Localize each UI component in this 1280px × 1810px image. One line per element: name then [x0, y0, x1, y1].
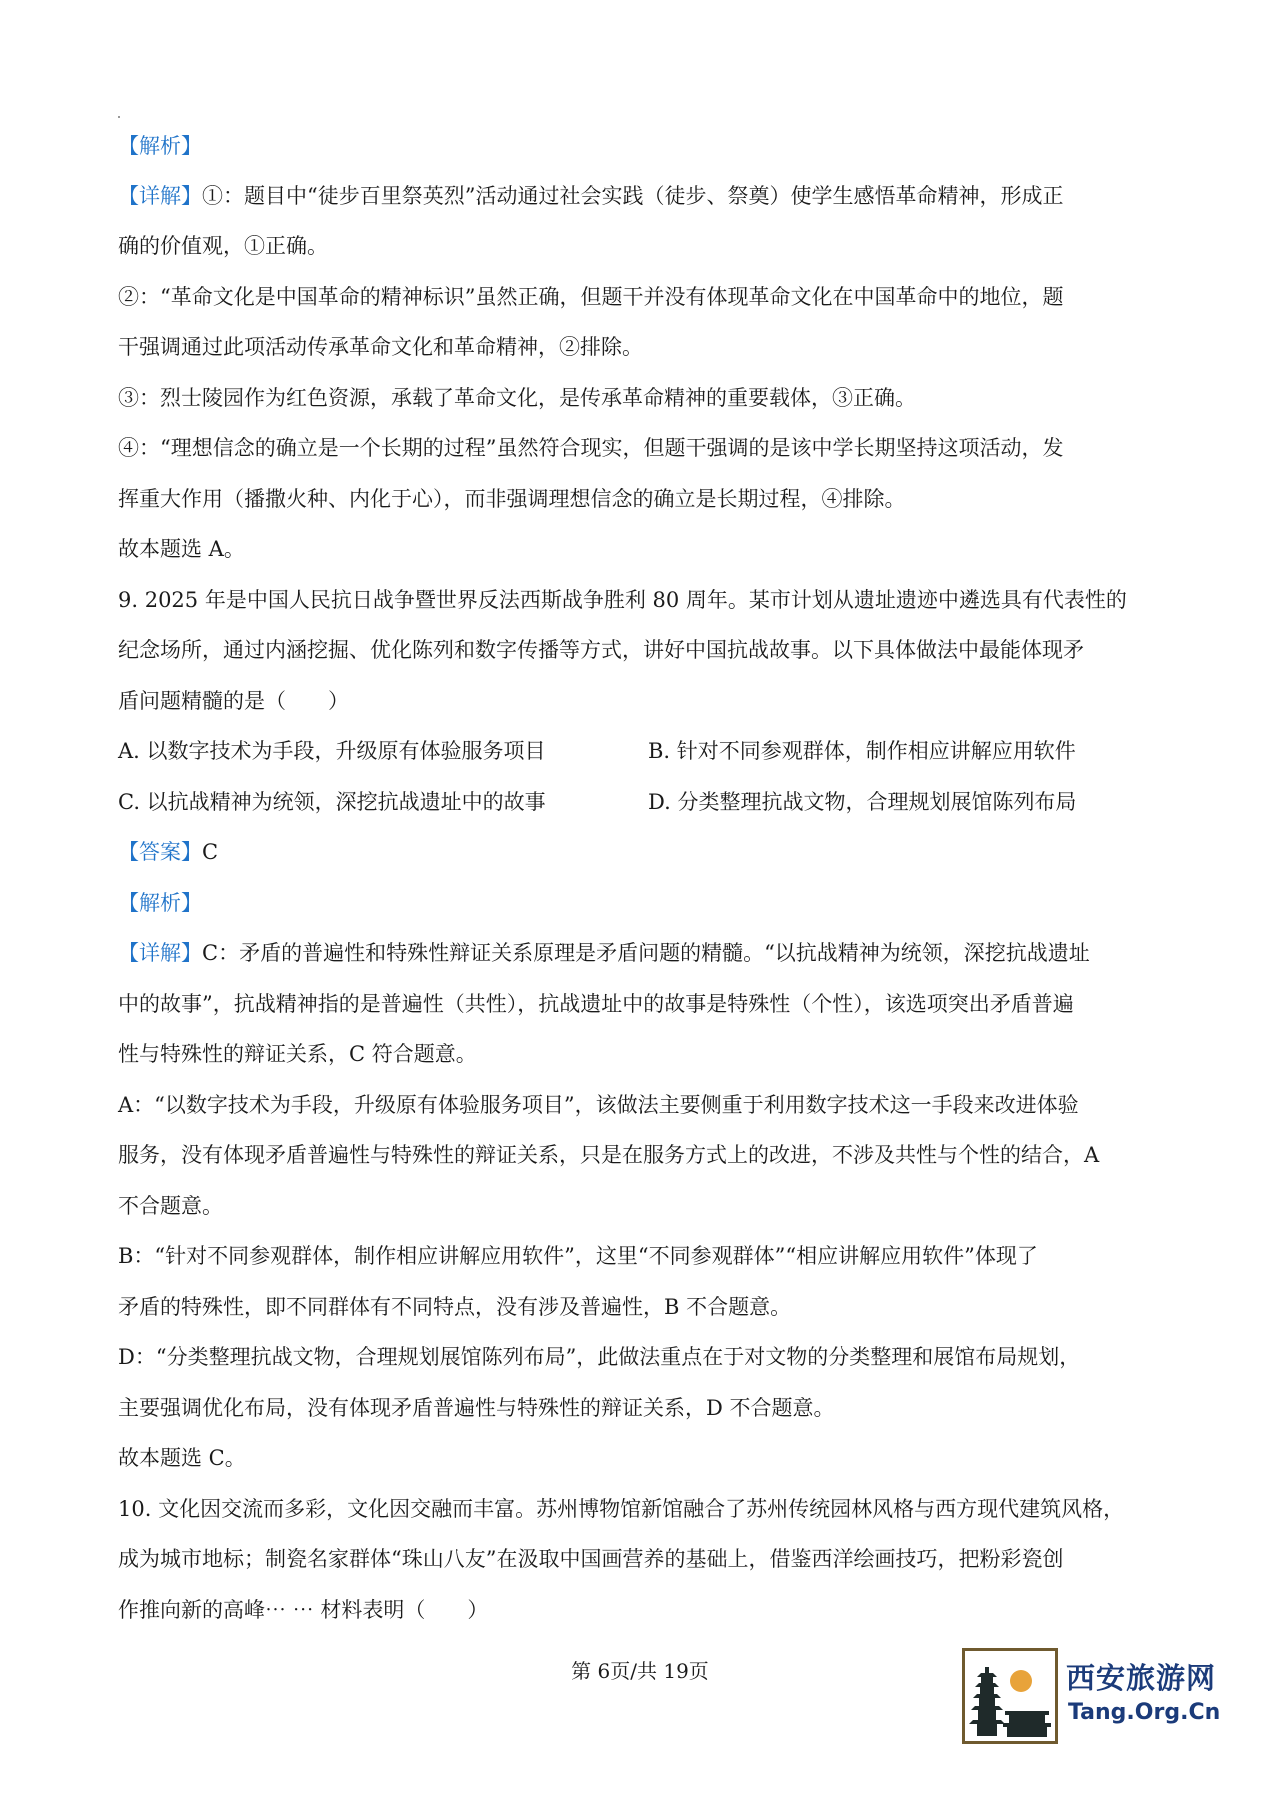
question-9-stem: 9. 2025 年是中国人民抗日战争暨世界反法西斯战争胜利 80 周年。某市计划从遗址遗迹中遴选具有代表性的 — [118, 588, 1127, 612]
detail-line: ②：“革命文化是中国革命的精神标识”虽然正确，但题干并没有体现革命文化在中国革命中的地位，题 — [118, 285, 1064, 309]
analysis-tag: 【解析】 — [118, 891, 202, 915]
page-number: 第 6页/共 19页 — [571, 1659, 709, 1683]
detail-tag: 【详解】 — [118, 184, 202, 208]
answer-line — [118, 837, 218, 867]
detail-line: B：“针对不同参观群体，制作相应讲解应用软件”，这里“不同参观群体”“相应讲解应用软件”体现了 — [118, 1244, 1038, 1268]
analysis-tag: 【解析】 — [118, 134, 202, 158]
detail-text: ①：题目中“徒步百里祭英烈”活动通过社会实践（徒步、祭奠）使学生感悟革命精神，形成正 — [202, 184, 1064, 208]
question-10-stem: 成为城市地标；制瓷名家群体“珠山八友”在汲取中国画营养的基础上，借鉴西洋绘画技巧，把粉彩瓷创 — [118, 1547, 1064, 1571]
detail-line: 不合题意。 — [118, 1194, 223, 1218]
question-9-stem: 盾问题精髓的是（ ） — [118, 689, 349, 713]
option-a: A. 以数字技术为手段，升级原有体验服务项目 — [118, 739, 546, 763]
detail-line — [118, 181, 1063, 211]
detail-line: ④：“理想信念的确立是一个长期的过程”虽然符合现实，但题干强调的是该中学长期坚持这项活动，发 — [118, 436, 1064, 460]
detail-text: C：矛盾的普遍性和特殊性辩证关系原理是矛盾问题的精髓。“以抗战精神为统领，深挖抗战遗址 — [202, 941, 1090, 965]
answer-tag: 【答案】 — [118, 840, 202, 864]
detail-tag: 【详解】 — [118, 941, 202, 965]
detail-line: 矛盾的特殊性，即不同群体有不同特点，没有涉及普遍性，B 不合题意。 — [118, 1295, 792, 1319]
detail-line: 挥重大作用（播撒火种、内化于心），而非强调理想信念的确立是长期过程，④排除。 — [118, 487, 906, 511]
conclusion-line: 故本题选 A。 — [118, 537, 245, 561]
detail-line: 服务，没有体现矛盾普遍性与特殊性的辩证关系，只是在服务方式上的改进，不涉及共性与个性的结合，A — [118, 1143, 1100, 1167]
detail-line: 性与特殊性的辩证关系，C 符合题意。 — [118, 1042, 477, 1066]
option-c: C. 以抗战精神为统领，深挖抗战遗址中的故事 — [118, 790, 546, 814]
detail-line: 确的价值观，①正确。 — [118, 234, 328, 258]
question-10-stem: 10. 文化因交流而多彩，文化因交融而丰富。苏州博物馆新馆融合了苏州传统园林风格与西方现代建筑风格， — [118, 1497, 1125, 1521]
watermark-title: 西安旅游网 — [1066, 1661, 1217, 1695]
margin-mark — [118, 116, 120, 118]
detail-line: ③：烈士陵园作为红色资源，承载了革命文化，是传承革命精神的重要载体，③正确。 — [118, 386, 916, 410]
detail-line: D：“分类整理抗战文物，合理规划展馆陈列布局”，此做法重点在于对文物的分类整理和展馆布局规划， — [118, 1345, 1081, 1369]
pagoda-icon — [962, 1648, 1058, 1744]
option-d: D. 分类整理抗战文物，合理规划展馆陈列布局 — [648, 790, 1077, 814]
option-b: B. 针对不同参观群体，制作相应讲解应用软件 — [648, 739, 1076, 763]
conclusion-line: 故本题选 C。 — [118, 1446, 246, 1470]
detail-line — [118, 938, 1090, 968]
detail-line: 主要强调优化布局，没有体现矛盾普遍性与特殊性的辩证关系，D 不合题意。 — [118, 1396, 835, 1420]
watermark-url: Tang.Org.Cn — [1068, 1700, 1221, 1725]
detail-line: 干强调通过此项活动传承革命文化和革命精神，②排除。 — [118, 335, 643, 359]
watermark-logo — [962, 1648, 1221, 1744]
answer-value: C — [202, 840, 219, 864]
question-10-stem: 作推向新的高峰⋯ ⋯ 材料表明（ ） — [118, 1598, 489, 1622]
detail-line: A：“以数字技术为手段，升级原有体验服务项目”，该做法主要侧重于利用数字技术这一手段来改进体验 — [118, 1093, 1079, 1117]
detail-line: 中的故事”，抗战精神指的是普遍性（共性），抗战遗址中的故事是特殊性（个性），该选项突出矛盾普遍 — [118, 992, 1074, 1016]
question-9-stem: 纪念场所，通过内涵挖掘、优化陈列和数字传播等方式，讲好中国抗战故事。以下具体做法中最能体现矛 — [118, 638, 1084, 662]
